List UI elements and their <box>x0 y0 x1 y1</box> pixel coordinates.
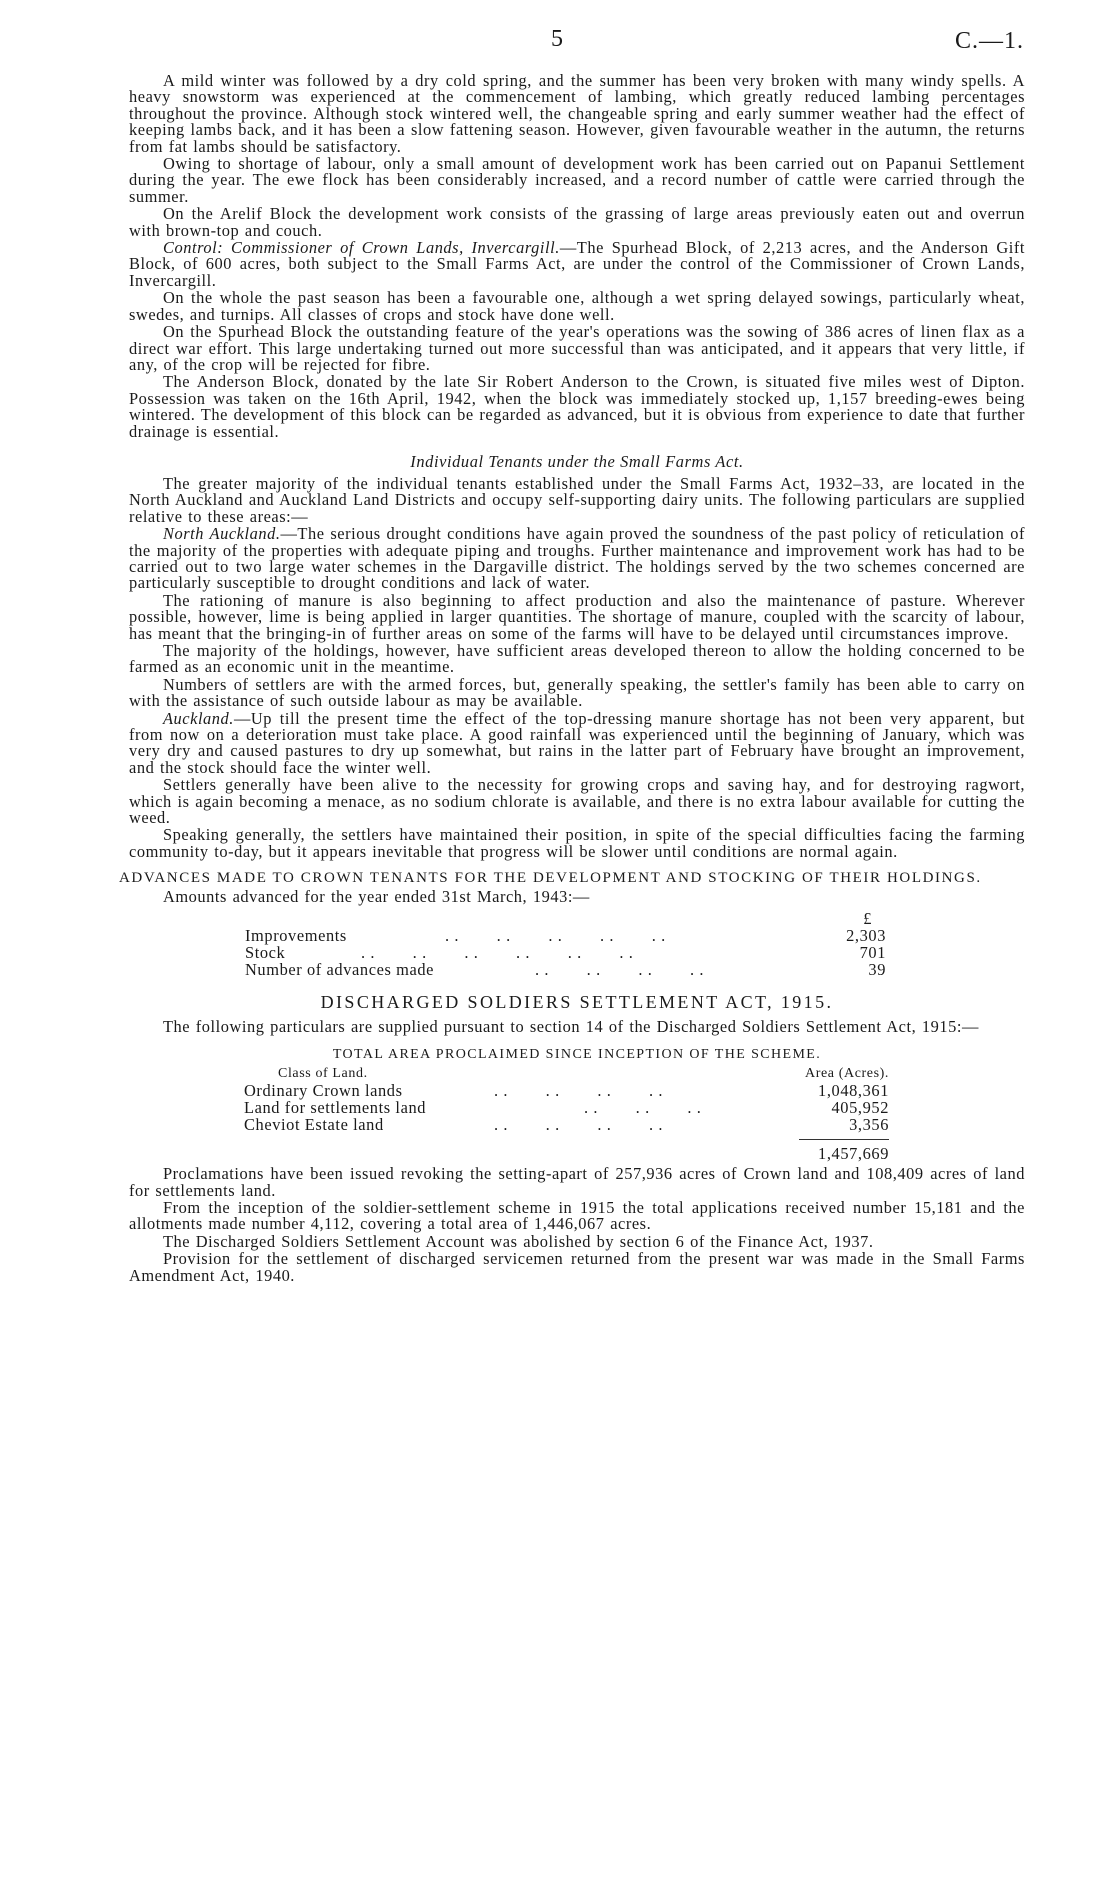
paragraph-text: —The serious drought conditions have again proved the soundness of the past policy of reticulation of the majority of the properties with adequate piping and troughs. Further maintenance and improvement work has had to be carried out to two large water schemes in the Dargaville district. The holdings served by the two schemes concerned are particularly susceptible to drought conditions and lack of water. <box>129 524 1025 593</box>
row-leader: . . . . . . <box>584 1098 702 1118</box>
page-header <box>0 26 1114 60</box>
row-label: Ordinary Crown lands <box>244 1081 403 1101</box>
paragraph: Owing to shortage of labour, only a small amount of development work has been carried out on Papanui Settlement during the year. The ewe flock has been considerably increased, and a record number of cattle were carried through the summer. <box>129 154 1025 206</box>
row-label: Cheviot Estate land <box>244 1115 384 1135</box>
paragraph: A mild winter was followed by a dry cold spring, and the summer has been very broken with many windy spells. A heavy snowstorm was experienced at the commencement of lambing, which greatly reduced lambing percentages throughout the province. Although stock wintered well, the changeable spring and early summer weather had the effect of keeping lambs back, and it has been a slow fattening season. However, given favourable weather in the autumn, the returns from fat lambs should be satisfactory. <box>129 71 1025 156</box>
paragraph: The majority of the holdings, however, have sufficient areas developed thereon to allow the holding concerned to be farmed as an economic unit in the meantime. <box>129 641 1025 677</box>
table-row <box>245 944 886 961</box>
row-leader: . . . . . . . . . . <box>445 925 666 945</box>
table-header-row <box>244 1065 889 1082</box>
paragraph: Proclamations have been issued revoking the setting-apart of 257,936 acres of Crown land and 108,409 acres of land for settlements land. <box>129 1164 1025 1200</box>
advances-heading: ADVANCES MADE TO CROWN TENANTS FOR THE DEVELOPMENT AND STOCKING OF THEIR HOLDINGS. <box>119 870 982 887</box>
total-rule <box>799 1139 889 1140</box>
advances-table <box>245 910 886 978</box>
paragraph: The greater majority of the individual tenants established under the Small Farms Act, 1932–33, are located in the North Auckland and Auckland Land Districts and occupy self-supporting dairy units. The following particulars are supplied relative to these areas:— <box>129 473 1025 526</box>
advances-intro: Amounts advanced for the year ended 31st March, 1943:— <box>163 887 590 907</box>
paragraph <box>129 240 1025 289</box>
paragraph-lead: Auckland. <box>163 708 234 728</box>
table-row <box>244 1082 889 1099</box>
page-body <box>119 71 1025 1285</box>
row-label: Improvements <box>245 925 347 945</box>
row-leader: . . . . . . . . <box>494 1115 664 1135</box>
paragraph: The Discharged Soldiers Settlement Account was abolished by section 6 of the Finance Act, 1937. <box>163 1231 874 1251</box>
paragraph <box>129 708 1025 777</box>
table-row <box>245 961 886 978</box>
paragraph-text: —Up till the present time the effect of the top-dressing manure shortage has not been very apparent, but from now on a deterioration must take place. A good rainfall was experienced until the beginning of January, which was very dry and caused pastures to dry up somewhat, but rains in the latter part of February have brought an improvement, and the stock should face the winter well. <box>129 708 1025 777</box>
currency-symbol: £ <box>863 908 872 928</box>
row-value: 1,048,361 <box>818 1081 889 1101</box>
row-leader: . . . . . . . . <box>535 959 705 979</box>
discharged-intro: The following particulars are supplied pursuant to section 14 of the Discharged Soldiers Settlement Act, 1915:— <box>163 1016 979 1036</box>
table-row <box>245 927 886 944</box>
total-value: 1,457,669 <box>818 1144 889 1164</box>
document-reference: C.—1. <box>954 28 1024 54</box>
paragraph: Provision for the settlement of discharged servicemen returned from the present war was made in the Small Farms Amendment Act, 1940. <box>129 1249 1025 1285</box>
paragraph <box>129 526 1025 592</box>
row-value: 2,303 <box>846 925 886 945</box>
row-label: Number of advances made <box>245 959 435 979</box>
paragraph: On the Arelif Block the development work consists of the grassing of large areas previously eaten out and overrun with brown-top and couch. <box>129 204 1025 240</box>
paragraph: Speaking generally, the settlers have maintained their position, in spite of the special difficulties facing the farming community to-day, but it appears inevitable that progress will be slower until conditions are normal again. <box>129 825 1025 861</box>
row-leader: . . . . . . . . <box>494 1081 664 1101</box>
table-row <box>244 1099 889 1116</box>
table-title: TOTAL AREA PROCLAIMED SINCE INCEPTION OF THE SCHEME. <box>332 1047 822 1063</box>
row-leader: . . . . . . . . . . . . <box>361 942 634 962</box>
paragraph-lead: Control: Commissioner of Crown Lands, Invercargill. <box>163 238 560 258</box>
row-label: Stock <box>245 942 286 962</box>
column-header-area: Area (Acres). <box>805 1066 889 1082</box>
section-subheading: Individual Tenants under the Small Farms Act. <box>410 451 744 471</box>
discharged-heading: DISCHARGED SOLDIERS SETTLEMENT ACT, 1915. <box>320 991 834 1012</box>
area-table <box>244 1065 889 1162</box>
paragraph: On the Spurhead Block the outstanding feature of the year's operations was the sowing of 386 acres of linen flax as a direct war effort. This large undertaking turned out more successful than was anticipated, and it appears that very little, if any, of the crop will be rejected for fibre. <box>129 322 1025 374</box>
table-rule-row <box>244 1133 889 1145</box>
paragraph: Settlers generally have been alive to the necessity for growing crops and saving hay, and for destroying ragwort, which is again becoming a menace, as no sodium chlorate is available, and there is no extra labour available for cutting the weed. <box>129 775 1025 828</box>
row-label: Land for settlements land <box>244 1098 427 1118</box>
table-currency-row <box>245 910 886 927</box>
paragraph-text: —The Spurhead Block, of 2,213 acres, and the Anderson Gift Block, of 600 acres, both subject to the Small Farms Act, are under the control of the Commissioner of Crown Lands, Invercargill. <box>129 238 1025 290</box>
row-value: 39 <box>868 959 886 979</box>
paragraph: On the whole the past season has been a favourable one, although a wet spring delayed sowings, particularly wheat, swedes, and turnips. All classes of crops and stock have done well. <box>129 288 1025 324</box>
paragraph-lead: North Auckland. <box>163 524 281 544</box>
table-row <box>244 1116 889 1133</box>
row-value: 405,952 <box>831 1098 889 1118</box>
paragraph: Numbers of settlers are with the armed forces, but, generally speaking, the settler's family has been able to carry on with the assistance of such outside labour as may be available. <box>129 674 1025 711</box>
page-number: 5 <box>551 26 563 52</box>
paragraph: The Anderson Block, donated by the late Sir Robert Anderson to the Crown, is situated five miles west of Dipton. Possession was taken on the 16th April, 1942, when the block was immediately stocked up, 1,157 breeding-ewes being wintered. The development of this block can be regarded as advanced, but it is obvious from experience to date that further drainage is essential. <box>129 372 1025 441</box>
table-total-row <box>244 1145 889 1162</box>
row-value: 3,356 <box>849 1115 889 1135</box>
column-header-class: Class of Land. <box>278 1066 368 1082</box>
row-value: 701 <box>859 942 886 962</box>
paragraph: The rationing of manure is also beginning to affect production and also the maintenance of pasture. Wherever possible, however, lime is being applied in larger quantities. The shortage of manure, coupled with the scarcity of labour, has meant that the bringing-in of further areas on some of the farms will have to be delayed until circumstances improve. <box>129 590 1025 643</box>
paragraph: From the inception of the soldier-settlement scheme in 1915 the total applications received number 15,181 and the allotments made number 4,112, covering a total area of 1,446,067 acres. <box>129 1197 1025 1234</box>
